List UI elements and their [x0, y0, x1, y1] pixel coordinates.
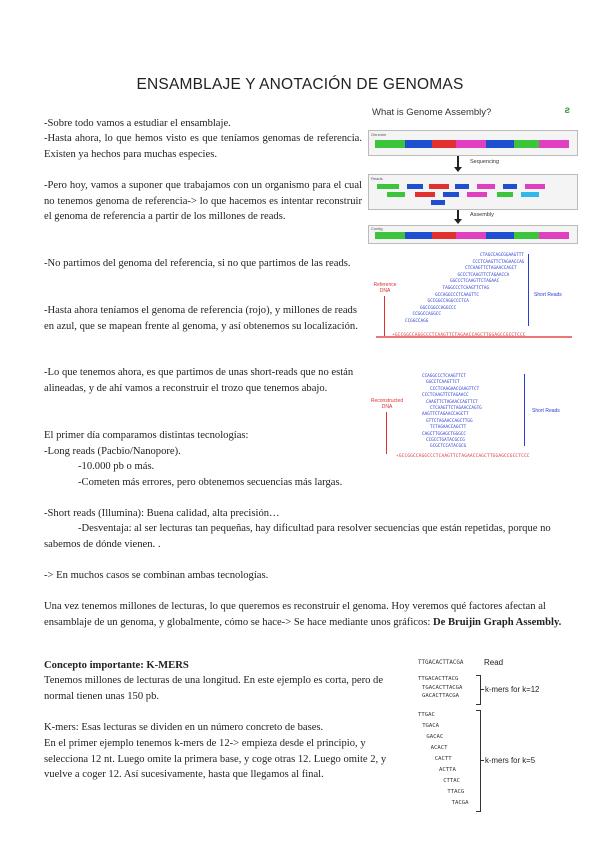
mapped-read: CCCTCAAGTTCTAGAACCAG [472, 259, 525, 265]
denovo-read: CCGCCTGATACGCCG [426, 438, 465, 443]
denovo-read: GTTCTAGAACCAGCTTGG [426, 418, 473, 424]
paragraph-reconstruct-text: Una vez tenemos millones de lecturas, lo que queremos es reconstruir el genoma. Hoy veremos qué factores afectan al ensamblaje de un genoma, y globalmente, cómo se hace-> Se hace mediante unos gráficos: [44, 601, 546, 628]
mapped-read: CCGGCCAGGCC [412, 312, 441, 318]
kmer-5: TTACG [447, 789, 465, 795]
paragraph-long-reads-errors: -Cometen más errores, pero obtenemos secuencias más largas. [78, 477, 343, 488]
denovo-read: GCGCTCCATACGCG [430, 444, 467, 450]
paragraph-kmers-def: K-mers: Esas lecturas se dividen en un número concreto de bases. [44, 722, 324, 733]
mapped-read: TAGGCCCTCAAGTTCTAG [442, 286, 490, 291]
arrow-down-icon [454, 219, 462, 224]
reference-sequence-text: +GCCGGCCAGGCCCTCAAGTTCTAGAACCAGCTTGGAGCCGCCTCCC [392, 333, 526, 338]
denovo-read: GGCCTCAAGTTCT [426, 380, 460, 386]
k12-bracket [476, 675, 481, 705]
figure-logo-icon: ƨ [564, 105, 570, 116]
mapped-read: CTCAAGTTCTAGAACCAGCT [465, 266, 517, 272]
mapped-read: CCGGCCAGG [405, 319, 429, 324]
sequencing-label: Sequencing [470, 159, 500, 165]
denovo-read: CTCAAGTTCTAGAACCAGTG [430, 406, 482, 411]
mapped-read: GCCAGGCCCTCAAGTTC [435, 292, 479, 298]
denovo-read: CCAGGCCCTCAAGTTCT [422, 374, 466, 379]
denovo-reads-bracket [524, 374, 525, 446]
paragraph-tech-intro: El primer día comparamos distintas tecnologías: [44, 430, 249, 441]
paragraph-kmers-reads: Tenemos millones de lecturas de una longitud. En este ejemplo es corta, pero de normal tienen unas 150 pb. [44, 675, 384, 702]
reads-panel [368, 174, 578, 210]
genome-label: Genome [371, 132, 387, 137]
genome-panel [368, 130, 578, 156]
reconstructed-pointer-line [386, 412, 387, 454]
kmer-5: TACGA [451, 800, 469, 806]
read-sequence: TTGACACTTACGA [418, 660, 464, 666]
denovo-read: CAGCTTGGAGCTGGGCC [422, 431, 466, 437]
denovo-figure [368, 372, 576, 464]
kmer-5: ACTTA [439, 767, 456, 773]
de-bruijn-highlight: De Bruijin Graph Assembly. [432, 616, 562, 628]
denovo-read: TCTAGAACCAGCTT [430, 425, 467, 431]
kmer-5: TTGAC [418, 712, 435, 718]
mapped-read: GGCCCTCAAGTTCTAGAAC [450, 279, 500, 285]
denovo-read: CCCTCAAGTTCTAGAACC [422, 393, 469, 399]
contig-panel [368, 225, 578, 244]
k5-bracket [476, 710, 481, 812]
contig-bar [375, 232, 569, 239]
kmer-5: GACAC [426, 734, 444, 740]
read-label: Read [484, 658, 504, 667]
paragraph-3: -Pero hoy, vamos a suponer que trabajamos con un organismo para el cual no tenemos genoma de referencia-> lo que hacemos es intentar reconstruir el genoma de referencia a partir de los millones de reads. [44, 180, 362, 223]
paragraph-combine: -> En muchos casos se combinan ambas tecnologías. [44, 570, 269, 581]
k12-label: k-mers for k=12 [485, 685, 540, 694]
short-reads-label: Short Reads [534, 292, 562, 298]
paragraph-2: -Hasta ahora, lo que hemos visto es que teníamos genomas de referencia. Existen ya hechos para muchas especies. [44, 133, 362, 160]
kmer-12: GACACTTACGA [422, 693, 460, 699]
paragraph-6: -Lo que tenemos ahora, es que partimos de unas short-reads que no están alineadas, y de ahí vamos a reconstruir el trozo que tenemos abajo. [44, 367, 354, 394]
k5-label: k-mers for k=5 [485, 756, 536, 765]
arrow-down-icon [454, 167, 462, 172]
kmer-12: TGACACTTACGA [422, 684, 463, 691]
kmers-figure [418, 654, 578, 814]
contig-label: Contig [371, 226, 383, 231]
genome-bar [375, 140, 569, 148]
kmer-5: TGACA [422, 723, 440, 729]
mapped-read: CTAGCCAGCGGAAGTTT [480, 253, 524, 258]
paragraph-long-reads: -Long reads (Pacbio/Nanopore). [44, 446, 181, 457]
mapped-read: GCCGGCCAGGCCCTCA [427, 299, 469, 305]
reference-mapping-figure [368, 250, 576, 346]
denovo-reads-label: Short Reads [532, 408, 560, 414]
reference-dna-label: Reference DNA [373, 282, 397, 294]
assembly-label: Assembly [470, 212, 494, 218]
reads-label: Reads [371, 176, 383, 181]
paragraph-1: -Sobre todo vamos a estudiar el ensamblaje. [44, 118, 231, 129]
kmer-12: TTGACACTTACG [418, 676, 459, 682]
kmer-5: ACACT [430, 745, 448, 751]
denovo-read: CAAGTTCTAGAACCAGTTCT [426, 399, 478, 405]
heading-kmers: Concepto importante: K-MERS [44, 660, 189, 671]
paragraph-long-reads-length: -10.000 pb o más. [78, 461, 155, 472]
paragraph-short-reads: -Short reads (Illumina): Buena calidad, alta precisión… [44, 508, 280, 519]
kmer-5: CACTT [434, 756, 452, 762]
paragraph-kmers-example: En el primer ejemplo tenemos k-mers de 12-> empieza desde el principio, y selecciona 12 nt. Luego omite la primera base, y coge otras 12. Luego omite 2, y vuelve a coger 12. Así sucesivamente, hasta que llegamos al final. [44, 738, 387, 781]
paragraph-short-reads-disadvantage: -Desventaja: al ser lecturas tan pequeñas, hay dificultad para resolver secuencias que están repetidas, porque no sabemos de dónde vienen. . [44, 523, 551, 550]
genome-assembly-figure [368, 104, 576, 242]
reconstructed-dna-label: Reconstructed DNA [370, 398, 404, 410]
paragraph-4: -No partimos del genoma del referencia, si no que partimos de las reads. [44, 258, 351, 269]
mapped-read: GCCCTCAAGTTCTAGAACCA [457, 272, 510, 278]
reads-bracket [528, 254, 529, 326]
reference-pointer-line [384, 296, 385, 336]
assembly-figure-title: What is Genome Assembly? [372, 107, 492, 118]
paragraph-reconstruct [44, 599, 564, 630]
kmer-5: CTTAC [443, 778, 461, 784]
page-title: ENSAMBLAJE Y ANOTACIÓN DE GENOMAS [136, 76, 464, 93]
mapped-read: GGCCGGCCAGGCCC [420, 305, 457, 311]
denovo-read: CCCTCAAGAACCAAGTTCT [430, 386, 480, 392]
reconstructed-sequence-text: +GCCGGCCAGGCCCTCAAGTTCTAGAACCAGCTTGGAGCCGCCTCCC [396, 454, 530, 459]
paragraph-5: -Hasta ahora teníamos el genoma de referencia (rojo), y millones de reads en azul, que se mapean frente al genoma, y así obtenemos su localización. [44, 305, 358, 332]
denovo-read: AAGTTCTAGAACCAGCTT [422, 412, 469, 418]
